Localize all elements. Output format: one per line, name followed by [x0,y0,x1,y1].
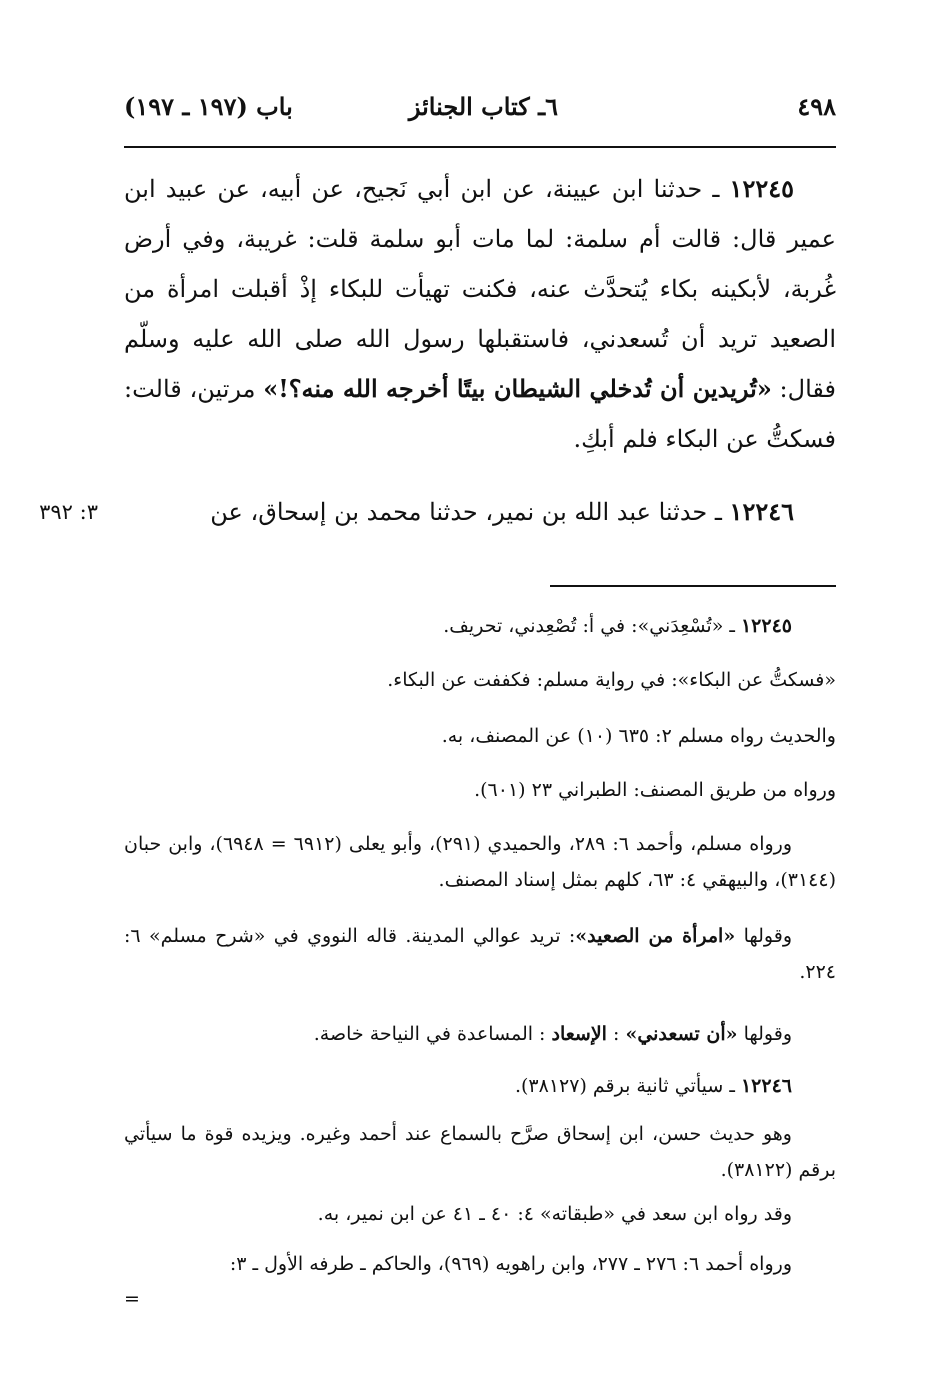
volume-page-reference: ٣: ٣٩٢ [39,500,98,524]
footnote-number: ١٢٢٤٥ [740,615,792,637]
footnote-text: : تريد عوالي المدينة. قاله النووي في «شرح مسلم» ٦: ٢٢٤. [124,925,836,983]
footnote-4: ورواه من طريق المصنف: الطبراني ٢٣ (٦٠١). [474,779,836,801]
footnote-text: : [606,1023,626,1045]
footnote-rule [550,585,836,587]
hadith-number: ١٢٢٤٦ [729,497,794,526]
book-title: ٦ـ كتاب الجنائز [408,92,558,121]
footnote-term: «امرأة من الصعيد» [575,925,736,947]
hadith-text-end: مرتين، قالت: فسكتُّ عن البكاء فلم أبكِ. [124,375,836,453]
footnote-term: الإسعاد [551,1023,607,1045]
footnote-10-text: وقد رواه ابن سعد في «طبقاته» ٤: ٤٠ ـ ٤١ عن ابن نمير، به. [317,1203,792,1225]
page-header [124,92,836,132]
footnote-term: «أن تسعدني» [625,1023,738,1045]
footnote-5-text: ورواه مسلم، وأحمد ٦: ٢٨٩، والحميدي (٢٩١)، وأبو يعلى (٦٩١٢ = ٦٩٤٨)، وابن حبان (٣١٤٤)، والبيهقي ٤: ٦٣، كلهم بمثل إسناد المصنف. [124,833,836,891]
hadith-text: ـ حدثنا عبد الله بن نمير، حدثنا محمد بن إسحاق، عن [210,498,730,526]
footnote-9-text: وهو حديث حسن، ابن إسحاق صرَّح بالسماع عند أحمد وغيره. ويزيده قوة ما سيأتي برقم (٣٨١٢٢). [124,1123,836,1181]
hadith-text: ـ حدثنا ابن عيينة، عن ابن أبي نَجيح، عن أبيه، عن عبيد ابن عمير قال: قالت أم سلمة: لما مات أبو سلمة قلت: غريبة، وفي أرض غُربة، لأبكينه بكاء يُتحدَّث عنه، فكنت تهيأت للبكاء إذْ أقبلت امرأة من الصعيد تريد أن تُسعدني، فاستقبلها رسول الله صلى الله عليه وسلّم فقال: [124,175,837,403]
footnote-11-text: ورواه أحمد ٦: ٢٧٦ ـ ٢٧٧، وابن راهويه (٩٦٩)، والحاكم ـ طرفه الأول ـ ٣: [229,1253,792,1275]
footnote-6 [124,918,836,990]
footnote-text: وقولها [735,925,792,947]
footnote-10 [124,1196,836,1232]
footnote-5 [124,826,836,898]
footnote-text: وقولها [737,1023,792,1045]
footnote-text: : المساعدة في النياحة خاصة. [313,1023,552,1045]
hadith-12245 [124,164,836,464]
continuation-mark: = [124,1288,140,1310]
page-number: ٤٩٨ [797,92,836,121]
footnote-text: ـ سيأتي ثانية برقم (٣٨١٢٧). [514,1075,741,1097]
chapter-title: باب (١٩٧ ـ ١٩٧) [124,92,293,121]
footnote-1 [124,608,836,644]
footnote-text: ـ «تُسْعِدَني»: في أ: تُصْعِدني، تحريف. [443,615,741,637]
hadith-12246-paragraph [124,487,836,537]
header-rule [124,146,836,148]
footnote-9 [124,1116,836,1188]
hadith-12245-paragraph [124,164,836,464]
hadith-number: ١٢٢٤٥ [729,174,794,203]
hadith-12246 [124,487,836,537]
hadith-quote: «تُريدين أن تُدخلي الشيطان بيتًا أخرجه الله منه؟!» [263,374,772,403]
footnote-7 [124,1016,836,1052]
footnote-3: والحديث رواه مسلم ٢: ٦٣٥ (١٠) عن المصنف، به. [441,725,836,747]
footnote-8 [124,1068,836,1104]
footnote-11 [124,1246,836,1282]
footnote-number: ١٢٢٤٦ [740,1075,792,1097]
footnote-2: «فسكتُّ عن البكاء»: في رواية مسلم: فكففت عن البكاء. [387,669,836,691]
